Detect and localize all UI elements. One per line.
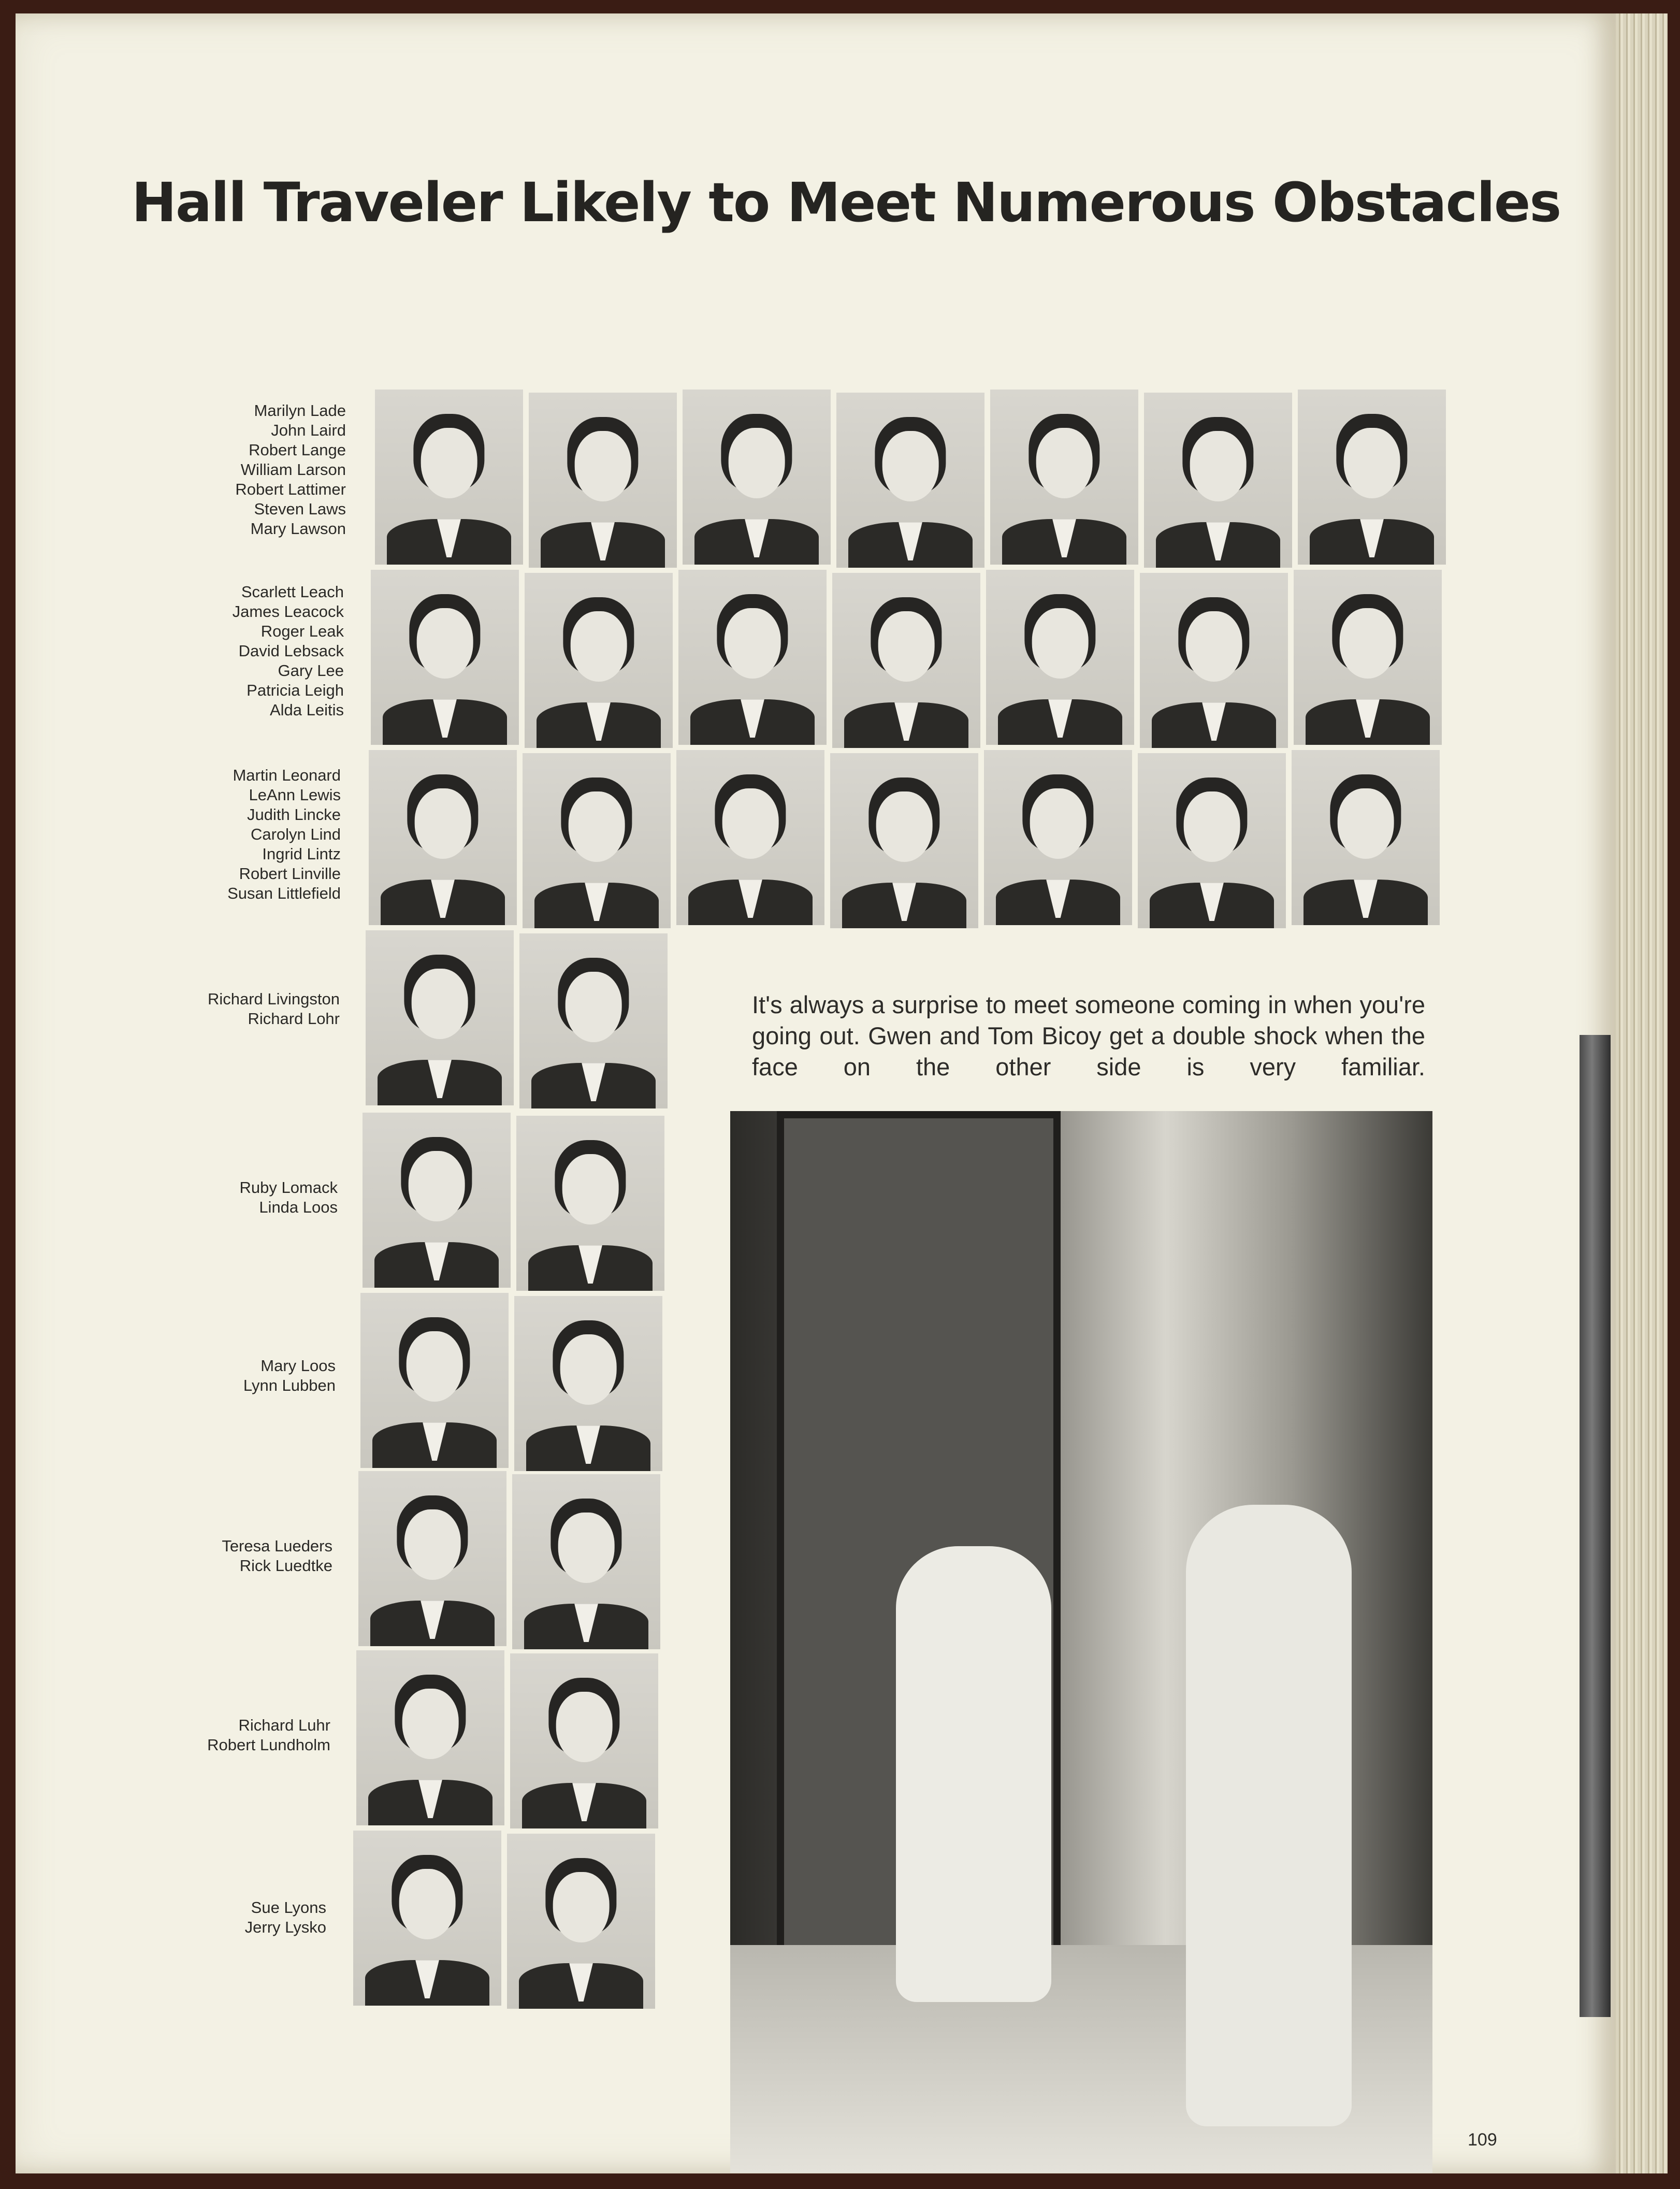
student-portrait [507,1834,655,2009]
page-number: 109 [1468,2130,1497,2150]
student-portrait [516,1116,664,1291]
student-portrait [366,930,514,1105]
names-row-7 [222,1536,332,1576]
names-row-9 [245,1898,326,1937]
names-row-8-text: Richard Luhr Robert Lundholm [207,1716,330,1754]
student-portrait [525,573,673,748]
portrait-face [404,1509,461,1579]
names-row-5-text: Ruby Lomack Linda Loos [239,1178,338,1216]
portrait-face [421,428,477,498]
portrait-face [1186,611,1242,681]
names-row-5 [239,1178,338,1217]
portrait-face [876,791,933,861]
student-portrait [1294,570,1442,745]
student-portrait [375,390,523,565]
names-row-6-text: Mary Loos Lynn Lubben [243,1357,336,1394]
student-portrait [1298,390,1446,565]
portrait-face [558,1513,615,1582]
student-portrait [529,393,677,568]
photo-caption: It's always a surprise to meet someone coming in when you're going out. Gwen and Tom Bicoy get a double shock when the face on the other side is very familiar. [752,991,1425,1081]
names-row-8 [207,1716,330,1755]
portrait-face [1344,428,1400,498]
portrait-face [1036,428,1093,498]
student-portrait [832,573,980,748]
student-portrait [523,753,671,928]
portrait-face [722,788,779,858]
portrait-face [1030,788,1087,858]
names-row-2 [233,582,344,720]
student-portrait [1140,573,1288,748]
student-portrait [358,1471,506,1646]
portrait-face [571,611,627,681]
girl-figure [896,1546,1051,2002]
student-portrait [990,390,1138,565]
names-row-9-text: Sue Lyons Jerry Lysko [244,1898,326,1936]
names-row-4-text: Richard Livingston Richard Lohr [207,990,340,1028]
portrait-face [412,969,468,1039]
portrait-face [566,972,622,1042]
portrait-face [569,791,625,861]
portrait-face [725,608,781,678]
feature-photo [730,1111,1432,2173]
student-portrait [678,570,827,745]
student-portrait [1144,393,1292,568]
student-portrait [1292,750,1440,925]
portrait-face [560,1334,617,1404]
student-portrait [356,1650,504,1825]
portrait-face [402,1689,459,1759]
student-portrait [519,933,668,1108]
student-portrait [676,750,824,925]
portrait-face [729,428,785,498]
portrait-face [417,608,473,678]
portrait-face [556,1692,613,1762]
portrait-face [1338,788,1394,858]
portrait-face [1340,608,1396,678]
names-row-7-text: Teresa Lueders Rick Luedtke [222,1537,332,1575]
student-portrait [512,1474,660,1649]
student-portrait [369,750,517,925]
student-portrait [514,1296,662,1471]
portrait-face [878,611,935,681]
names-row-1 [235,401,346,539]
student-portrait [683,390,831,565]
student-portrait [371,570,519,745]
portrait-face [1190,431,1247,501]
portrait-face [407,1331,463,1401]
names-row-2-text: Scarlett Leach James Leacock Roger Leak David Lebsack Gary Lee Patricia Leigh Alda Leitis [232,583,344,719]
boy-figure [1186,1505,1352,2126]
student-portrait [836,393,984,568]
student-portrait [986,570,1134,745]
portrait-face [415,788,471,858]
portrait-face [562,1154,619,1224]
adjacent-page-photo-strip [1580,1035,1611,2017]
page-title: Hall Traveler Likely to Meet Numerous Obstacles [132,171,1561,234]
student-portrait [510,1653,658,1828]
portrait-face [409,1151,465,1221]
portrait-face [399,1869,456,1939]
portrait-face [575,431,631,501]
student-portrait [353,1831,501,2006]
student-portrait [830,753,978,928]
student-portrait [363,1113,511,1288]
page-edges [1616,13,1668,2173]
names-row-6 [243,1356,336,1395]
names-row-1-text: Marilyn Lade John Laird Robert Lange William Larson Robert Lattimer Steven Laws Mary Lawson [235,401,346,538]
student-portrait [984,750,1132,925]
portrait-face [882,431,939,501]
names-row-4 [208,989,340,1029]
names-row-3 [227,766,341,903]
portrait-face [1032,608,1089,678]
portrait-face [553,1872,610,1942]
names-row-3-text: Martin Leonard LeAnn Lewis Judith Lincke Carolyn Lind Ingrid Lintz Robert Linville Susan Littlefield [227,766,341,902]
portrait-face [1184,791,1240,861]
student-portrait [1138,753,1286,928]
student-portrait [360,1293,509,1468]
